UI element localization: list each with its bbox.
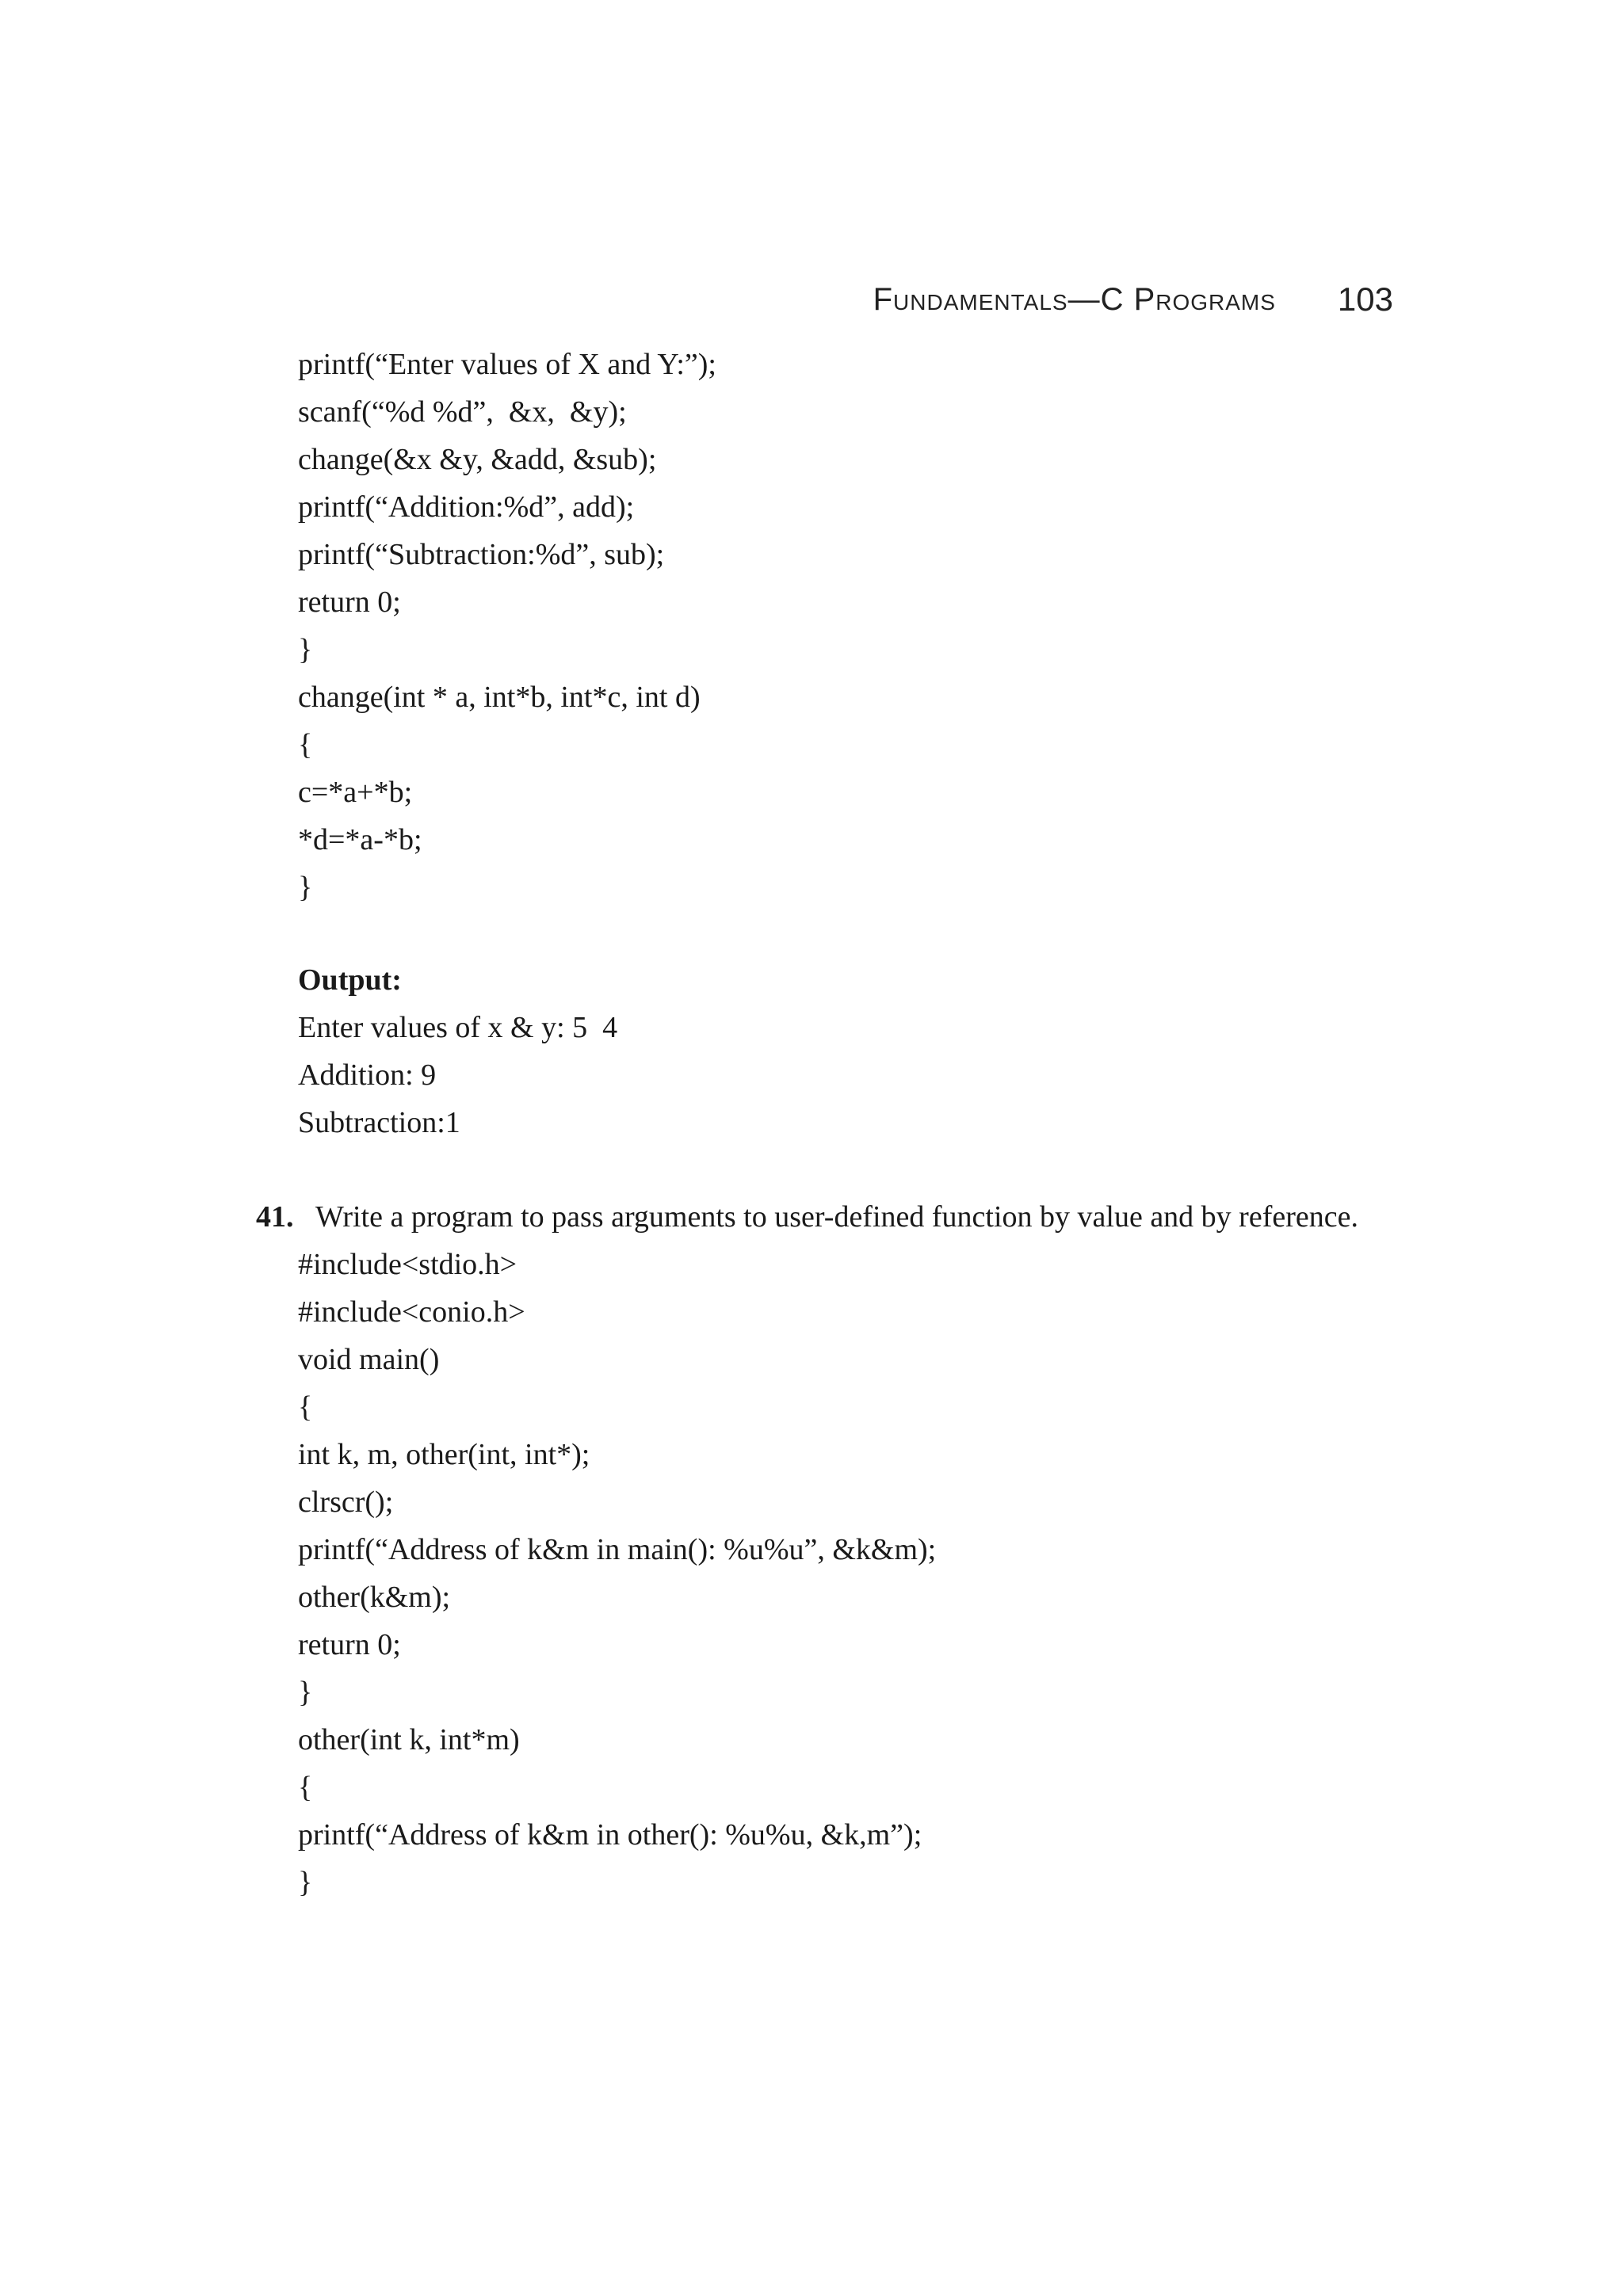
code-line: printf(“Subtraction:%d”, sub); — [298, 538, 665, 571]
page-number: 103 — [1337, 280, 1393, 318]
code-line: #include<conio.h> — [298, 1295, 525, 1329]
code-line: int k, m, other(int, int*); — [298, 1438, 590, 1471]
code-line: other(int k, int*m) — [298, 1723, 520, 1756]
code-line: { — [298, 1771, 313, 1804]
question-text: Write a program to pass arguments to user-defined function by value and by reference. — [315, 1200, 1358, 1234]
code-line: } — [298, 1676, 313, 1709]
code-line: { — [298, 728, 313, 761]
code-line: } — [298, 633, 313, 666]
code-line: } — [298, 1866, 313, 1899]
code-line: { — [298, 1390, 313, 1424]
code-line: scanf(“%d %d”, &x, &y); — [298, 395, 627, 429]
code-block-41 — [298, 1241, 1407, 1906]
code-line: printf(“Addition:%d”, add); — [298, 490, 635, 524]
code-line: void main() — [298, 1343, 440, 1376]
output-line: Addition: 9 — [298, 1058, 437, 1092]
code-line: printf(“Address of k&m in main(): %u%u”, &k&m); — [298, 1533, 937, 1566]
code-line: *d=*a-*b; — [298, 823, 422, 856]
code-line: return 0; — [298, 585, 401, 619]
code-line: return 0; — [298, 1628, 401, 1661]
code-block-continued — [298, 341, 1407, 911]
code-line: clrscr(); — [298, 1486, 394, 1519]
code-line: #include<stdio.h> — [298, 1248, 517, 1281]
question-41 — [256, 1193, 1413, 1241]
output-line: Subtraction:1 — [298, 1106, 460, 1139]
output-heading: Output: — [298, 963, 402, 997]
code-line: } — [298, 871, 313, 904]
code-line: change(&x &y, &add, &sub); — [298, 443, 657, 476]
code-line: printf(“Address of k&m in other(): %u%u, &k,m”); — [298, 1818, 922, 1852]
running-head — [873, 276, 1393, 323]
running-title: Fundamentals—C Programs — [873, 281, 1276, 317]
code-line: c=*a+*b; — [298, 776, 413, 809]
code-line: printf(“Enter values of X and Y:”); — [298, 348, 716, 381]
output-block — [298, 956, 1407, 1146]
output-line: Enter values of x & y: 5 4 — [298, 1011, 618, 1044]
code-line: other(k&m); — [298, 1581, 451, 1614]
question-number: 41. — [256, 1200, 294, 1234]
code-line: change(int * a, int*b, int*c, int d) — [298, 681, 701, 714]
